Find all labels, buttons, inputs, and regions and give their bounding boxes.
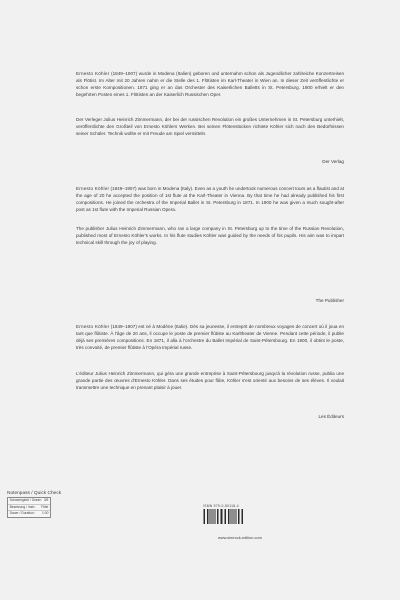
barcode-icon — [203, 509, 243, 524]
composer-name: Ernesto Köhler — [76, 71, 110, 76]
quick-check-row — [8, 498, 50, 505]
quick-check-value: 1:00 — [41, 511, 49, 516]
preface-en-signature — [76, 297, 344, 304]
preface-en-paragraph-1 — [76, 185, 344, 213]
preface-de-paragraph-1 — [76, 70, 344, 98]
preface-fr-paragraph-2 — [76, 370, 344, 391]
paragraph-text: The publisher Julius Heinrich Zimmermann, who ran a large company in St. Petersburg up to the time of the Russian Revolution, published most of Ernesto Köhler's works. In his flute studies Köhler was guided by the needs of his pupils. His aim was to impart technical skill through the joy of playing. — [76, 226, 344, 246]
quick-check-label: Schwierigkeit / Grade: — [9, 498, 42, 502]
publisher-website: www.simrock-edition.com — [218, 535, 262, 540]
quick-check-label: Besetzung / Instr.: — [9, 504, 36, 509]
paragraph-text: (1849–1907) was born in Modena (Italy). Even as a youth he undertook numerous concert tours as a flautist and at the age of 20 he accepted the position of 1st flute at the Karl-Theater in Vienna. By that time he had already published his first compositions. He joined the orchestra of the Imperial Ballet in St. Petersburg in 1871. In 1900 he was given a much sought-after post as 1st flute with the Imperial Russian Opera. — [76, 186, 345, 213]
quick-check-label: Dauer / Duration: — [9, 511, 35, 516]
paragraph-text: (1849–1907) wurde in Modena (Italien) geboren und unternahm schon als Jugendlicher zahlreiche Konzertreisen als Flötist. Im Alter mit 20 Jahren nahm er die Stelle des 1. Flötisten im Karl-Theater in Wien an. In dieser Zeit veröffentlichte er schon erste Kompositionen. 1871 ging er an das Orchester des Kaiserlichen Balletts in St. Petersburg. 1900 erhielt er den begehrten Posten eines 1. Flötisten an der Kaiserlich Russischen Oper. — [76, 71, 344, 98]
preface-fr-paragraph-1 — [76, 323, 344, 351]
preface-en-paragraph-2 — [76, 225, 344, 246]
barcode-block — [203, 504, 263, 524]
composer-name: Ernesto Köhler — [76, 324, 110, 329]
preface-fr-signature — [76, 413, 344, 420]
signature-text: Der Verlag — [322, 159, 344, 164]
composer-name: Ernesto Köhler — [76, 186, 110, 191]
preface-de-paragraph-2 — [76, 116, 344, 137]
quick-check-table — [7, 497, 51, 518]
signature-text: Les Éditeurs — [318, 414, 344, 419]
paragraph-text: Der Verleger Julius Heinrich Zimmermann, der bei der russischen Revolution ein großes Unternehmen in St. Petersburg unterhielt, veröffentlichte den Großteil von Ernesto Köhlers Werken. Bei seinen Flötenstücken richtete Köhler sich nach den Bedürfnissen seiner Schüler. Technik wollte er mit Freude am Spiel vermitteln. — [76, 117, 344, 137]
quick-check-row — [8, 505, 50, 512]
signature-text: The Publisher — [315, 298, 344, 303]
quick-check-value: Flöte — [41, 504, 49, 509]
barcode-number: ISMN 979-0-50118-4 — [203, 504, 239, 508]
quick-check-row — [8, 511, 50, 517]
quick-check-value: 3/5 — [43, 498, 49, 502]
preface-de-signature — [76, 158, 344, 165]
paragraph-text: L'éditeur Julius Heinrich Zimmermann, qui géra une grande entreprise à Saint-Pétersbourg jusqu'à la révolution russe, publia une grande partie des œuvres d'Ernesto Köhler. Dans ses études pour flûte, Köhler s'est orienté aux besoins de ses élèves. Il voulait transmettre une technique en prenant plaisir à jouer. — [76, 371, 344, 391]
paragraph-text: (1849–1907) est né à Modène (Italie). Dès sa jeunesse, il entreprit de nombreux voyages de concert où il joua en tant que flûtiste. À l'âge de 20 ans, il occupe le poste de premier flûtiste au Karltheater de Vienne. Pendant cette période, il publie déjà ses premières compositions. En 1871, il alla à l'orchestre du Ballet Impérial de Saint-Pétersbourg. En 1900, il obtint le poste, très convoité, de premier flûtiste à l'Opéra Impérial russe. — [76, 324, 345, 351]
quick-check-title: Notenpass / Quick Check — [7, 491, 62, 496]
